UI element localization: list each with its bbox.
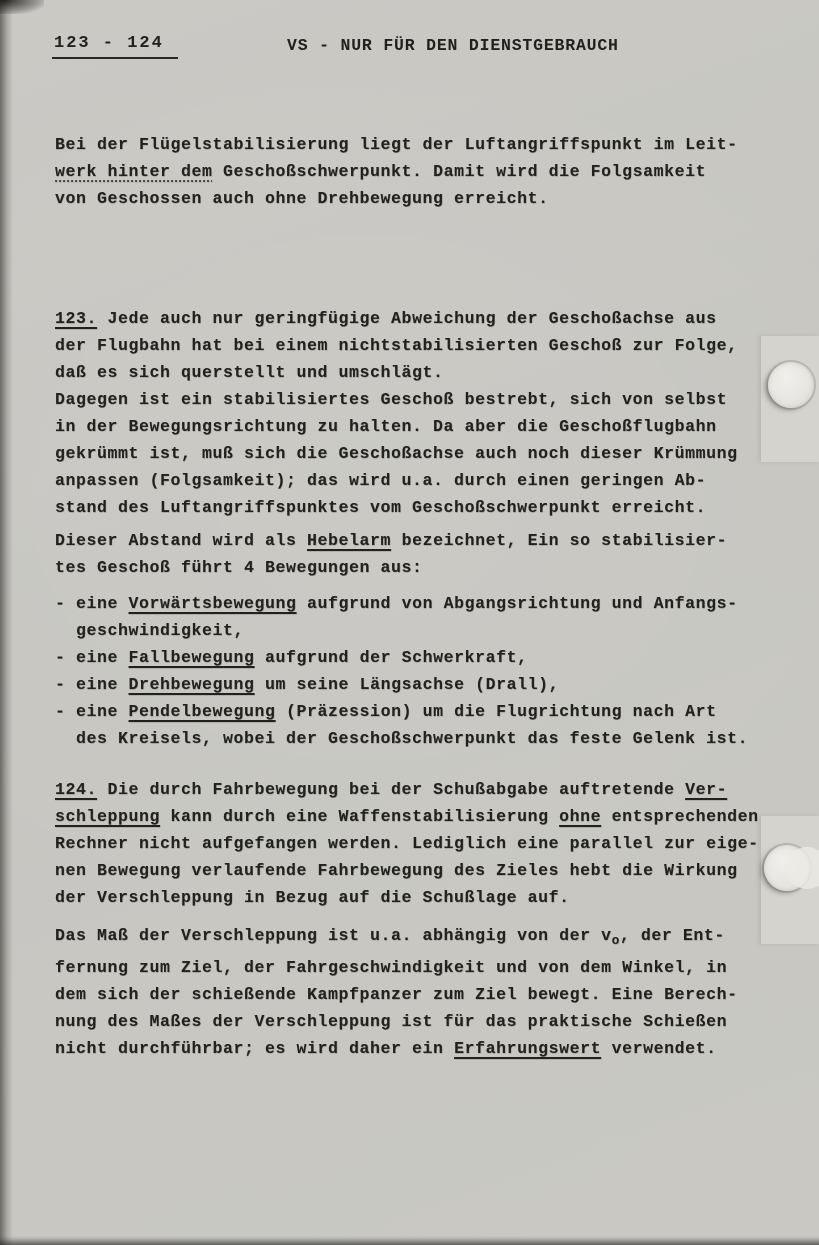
text-line bbox=[55, 644, 785, 671]
classification-marking: VS - NUR FÜR DEN DIENSTGEBRAUCH bbox=[287, 36, 619, 55]
text-line bbox=[55, 413, 785, 440]
text-line bbox=[55, 776, 785, 803]
text-line bbox=[55, 440, 785, 467]
emphasized-text: schleppung bbox=[55, 807, 161, 826]
scan-smudge-top-left bbox=[0, 0, 44, 14]
text-line bbox=[55, 671, 785, 698]
text-segment: in der Bewegungsrichtung zu halten. Da aber die Geschoßflugbahn bbox=[55, 417, 717, 436]
text-segment: - eine bbox=[55, 675, 129, 694]
text-segment: gekrümmt ist, muß sich die Geschoßachse auch noch dieser Krümmung bbox=[55, 444, 738, 463]
text-line bbox=[55, 185, 785, 212]
text-segment: - eine bbox=[55, 648, 129, 667]
text-segment: - eine bbox=[55, 702, 129, 721]
text-line bbox=[55, 590, 785, 617]
paragraph-p123 bbox=[55, 305, 785, 521]
text-segment: bezeichnet, Ein so stabilisier- bbox=[391, 531, 728, 550]
paragraph-mass bbox=[55, 922, 785, 1062]
text-segment: verwendet. bbox=[601, 1039, 717, 1058]
emphasized-text: Erfahrungswert bbox=[454, 1039, 602, 1058]
text-segment: nicht durchführbar; es wird daher ein bbox=[55, 1039, 455, 1058]
emphasized-text: Ver- bbox=[685, 780, 728, 799]
text-line bbox=[55, 332, 785, 359]
text-line bbox=[55, 857, 785, 884]
text-line bbox=[55, 467, 785, 494]
emphasized-text: Drehbewegung bbox=[128, 675, 255, 694]
text-segment: der Flugbahn hat bei einem nichtstabilisierten Geschoß zur Folge, bbox=[55, 336, 738, 355]
emphasized-text: Pendelbewegung bbox=[128, 702, 276, 721]
document-body bbox=[55, 131, 785, 1062]
text-segment: entsprechenden bbox=[601, 807, 759, 826]
text-segment: von Geschossen auch ohne Drehbewegung erreicht. bbox=[55, 189, 549, 208]
text-line bbox=[55, 617, 785, 644]
paragraph-hebelarm bbox=[55, 527, 785, 581]
scan-shadow-bottom bbox=[0, 1236, 819, 1245]
emphasized-text: 124. bbox=[55, 780, 98, 799]
text-segment: - eine bbox=[55, 594, 129, 613]
emphasized-text: werk hinter dem bbox=[55, 162, 213, 181]
text-segment: (Präzession) um die Flugrichtung nach Art bbox=[275, 702, 717, 721]
text-segment: Die durch Fahrbewegung bei der Schußabgabe auftretende bbox=[97, 780, 686, 799]
emphasized-text: 123. bbox=[55, 309, 98, 328]
page-range: 123 - 124 bbox=[52, 34, 178, 59]
text-segment: Bei der Flügelstabilisierung liegt der Luftangriffspunkt im Leit- bbox=[55, 135, 738, 154]
text-line bbox=[55, 884, 785, 911]
text-segment: Dagegen ist ein stabilisiertes Geschoß bestrebt, sich von selbst bbox=[55, 390, 728, 409]
text-line bbox=[55, 725, 785, 752]
text-segment: geschwindigkeit, bbox=[55, 621, 245, 640]
text-segment: aufgrund von Abgangsrichtung und Anfangs- bbox=[296, 594, 738, 613]
text-line bbox=[55, 954, 785, 981]
text-line bbox=[55, 698, 785, 725]
text-segment: aufgrund der Schwerkraft, bbox=[254, 648, 528, 667]
text-segment: dem sich der schießende Kampfpanzer zum Ziel bewegt. Eine Berech- bbox=[55, 985, 738, 1004]
emphasized-text: Hebelarm bbox=[307, 531, 392, 550]
text-segment: Jede auch nur geringfügige Abweichung der Geschoßachse aus bbox=[97, 309, 717, 328]
text-segment: Dieser Abstand wird als bbox=[55, 531, 308, 550]
text-segment: des Kreisels, wobei der Geschoßschwerpunkt das feste Gelenk ist. bbox=[55, 729, 749, 748]
text-segment: Das Maß der Verschleppung ist u.a. abhängig von der v bbox=[55, 926, 612, 945]
text-line bbox=[55, 554, 785, 581]
text-line bbox=[55, 830, 785, 857]
text-line bbox=[55, 158, 785, 185]
text-line bbox=[55, 922, 785, 954]
text-segment: daß es sich querstellt und umschlägt. bbox=[55, 363, 444, 382]
text-line bbox=[55, 1008, 785, 1035]
text-segment: anpassen (Folgsamkeit); das wird u.a. durch einen geringen Ab- bbox=[55, 471, 707, 490]
text-segment: fernung zum Ziel, der Fahrgeschwindigkeit und von dem Winkel, in bbox=[55, 958, 728, 977]
text-line bbox=[55, 803, 785, 830]
text-line bbox=[55, 527, 785, 554]
text-line bbox=[55, 305, 785, 332]
text-segment: tes Geschoß führt 4 Bewegungen aus: bbox=[55, 558, 423, 577]
page-header bbox=[0, 34, 819, 60]
text-line bbox=[55, 494, 785, 521]
scan-shadow-left bbox=[0, 0, 13, 1245]
text-line bbox=[55, 1035, 785, 1062]
text-line bbox=[55, 359, 785, 386]
text-segment: um seine Längsachse (Drall), bbox=[254, 675, 560, 694]
text-segment: nung des Maßes der Verschleppung ist für das praktische Schießen bbox=[55, 1012, 728, 1031]
paragraph-intro bbox=[55, 131, 785, 212]
paragraph-bullets bbox=[55, 590, 785, 752]
text-line bbox=[55, 131, 785, 158]
paragraph-p124 bbox=[55, 776, 785, 911]
emphasized-text: ohne bbox=[559, 807, 602, 826]
text-segment: Rechner nicht aufgefangen werden. Lediglich eine parallel zur eige- bbox=[55, 834, 759, 853]
text-segment: o bbox=[611, 933, 620, 948]
text-segment: Geschoßschwerpunkt. Damit wird die Folgsamkeit bbox=[212, 162, 707, 181]
emphasized-text: Vorwärtsbewegung bbox=[128, 594, 297, 613]
emphasized-text: Fallbewegung bbox=[128, 648, 255, 667]
text-segment: stand des Luftangriffspunktes vom Geschoßschwerpunkt erreicht. bbox=[55, 498, 707, 517]
text-segment: der Verschleppung in Bezug auf die Schußlage auf. bbox=[55, 888, 570, 907]
text-segment: nen Bewegung verlaufende Fahrbewegung des Zieles hebt die Wirkung bbox=[55, 861, 738, 880]
text-line bbox=[55, 981, 785, 1008]
text-segment: , der Ent- bbox=[619, 926, 725, 945]
text-segment: kann durch eine Waffenstabilisierung bbox=[160, 807, 560, 826]
text-line bbox=[55, 386, 785, 413]
